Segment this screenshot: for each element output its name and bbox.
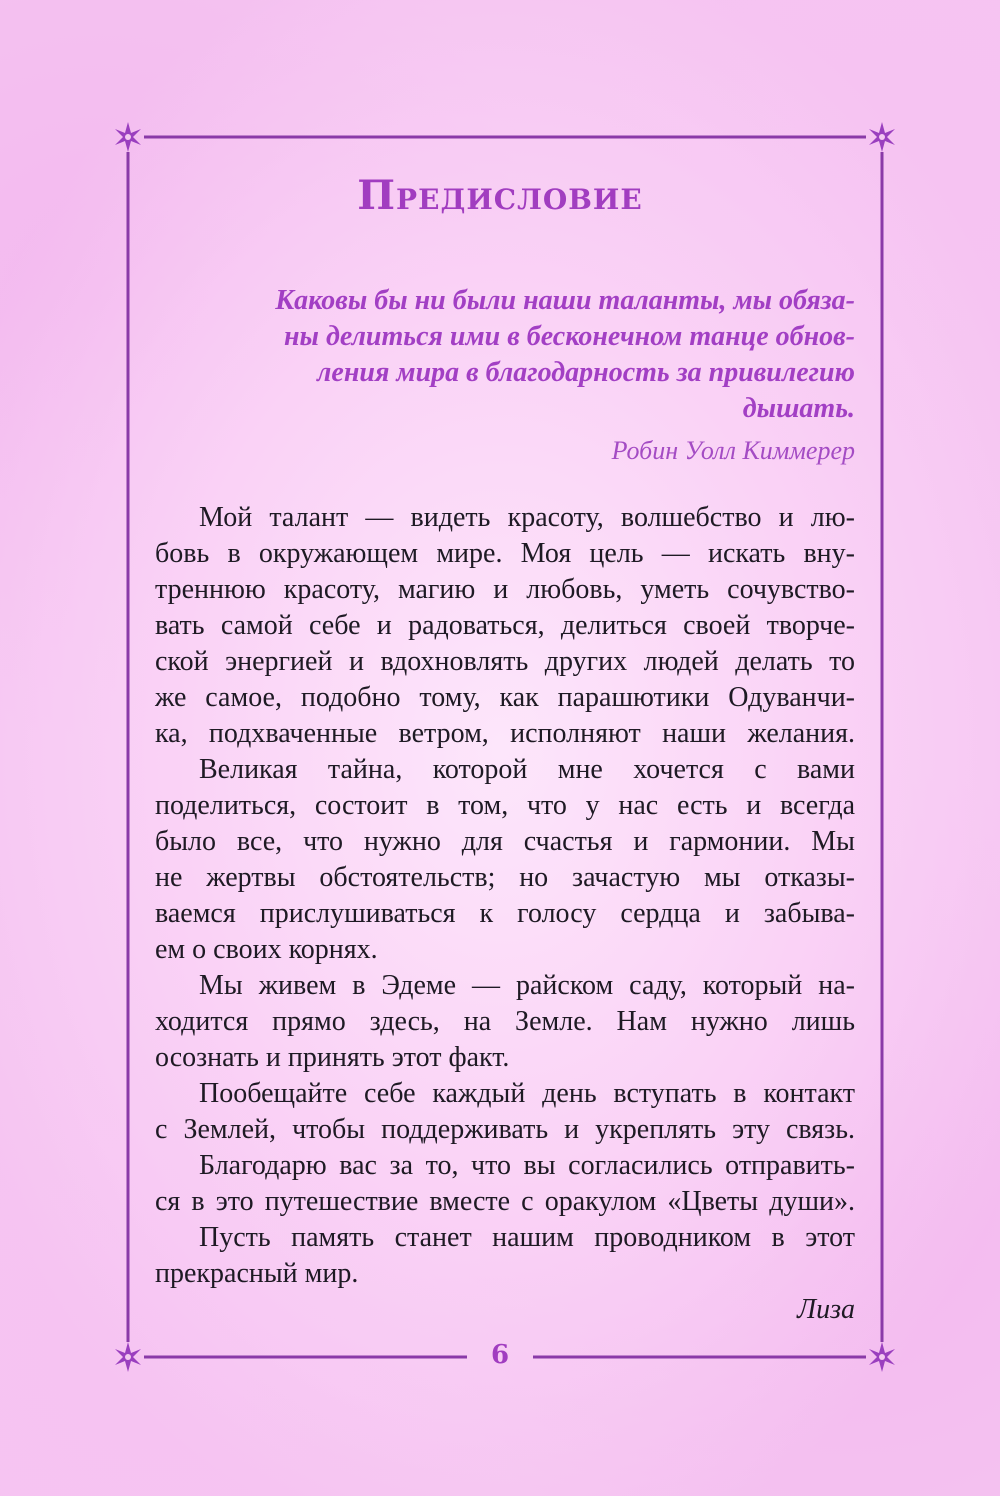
text-line: бовь в окружающем мире. Моя цель — искать вну- (155, 538, 855, 569)
text-line: Благодарю вас за то, что вы согласились отправить- (199, 1150, 855, 1181)
text-line: ской энергией и вдохновлять других людей делать то (155, 646, 855, 677)
epigraph-line: дышать. (742, 393, 855, 424)
text-line: ем о своих корнях. (155, 934, 378, 965)
text-line: Мы живем в Эдеме — райском саду, который на- (199, 970, 855, 1001)
paragraph (155, 1076, 855, 1148)
text-line: Пообещайте себе каждый день вступать в контакт (199, 1078, 855, 1109)
text-line: осознать и принять этот факт. (155, 1042, 510, 1073)
epigraph (200, 283, 855, 427)
text-line: не жертвы обстоятельств; но зачастую мы отказы- (155, 862, 855, 893)
epigraph-line: ны делиться ими в бесконечном танце обнов- (283, 321, 855, 352)
epigraph-author: Робин Уолл Киммерер (611, 436, 855, 465)
page-number: 6 (490, 1340, 510, 1370)
text-line: треннюю красоту, магию и любовь, уметь сочувство- (155, 574, 855, 605)
text-line: ка, подхваченные ветром, исполняют наши желания. (155, 718, 855, 749)
text-line: поделиться, состоит в том, что у нас есть и всегда (155, 790, 855, 821)
paragraph (155, 1220, 855, 1292)
text-line: прекрасный мир. (155, 1258, 359, 1289)
signature: Лиза (797, 1294, 855, 1325)
text-line: ваемся прислушиваться к голосу сердца и забыва- (155, 898, 855, 929)
paragraph (155, 500, 855, 752)
text-line: с Землей, чтобы поддерживать и укреплять эту связь. (155, 1114, 855, 1145)
paragraph (155, 1148, 855, 1220)
epigraph-line: Каковы бы ни были наши таланты, мы обяза- (275, 285, 855, 316)
paragraph (155, 752, 855, 968)
paragraph (155, 968, 855, 1076)
text-line: Великая тайна, которой мне хочется с вами (199, 754, 855, 785)
epigraph-line: ления мира в благодарность за привилегию (317, 357, 855, 388)
text-line: ся в это путешествие вместе с оракулом «Цветы души». (155, 1186, 855, 1217)
text-line: Мой талант — видеть красоту, волшебство и лю- (199, 502, 855, 533)
text-line: же самое, подобно тому, как парашютики Одуванчи- (155, 682, 855, 713)
text-line: ходится прямо здесь, на Земле. Нам нужно лишь (155, 1006, 855, 1037)
text-line: вать самой себе и радоваться, делиться своей творче- (155, 610, 855, 641)
text-line: Пусть память станет нашим проводником в этот (199, 1222, 855, 1253)
text-line: было все, что нужно для счастья и гармонии. Мы (155, 826, 855, 857)
page-title: Предисловие (357, 172, 643, 219)
main-text (155, 500, 855, 1292)
